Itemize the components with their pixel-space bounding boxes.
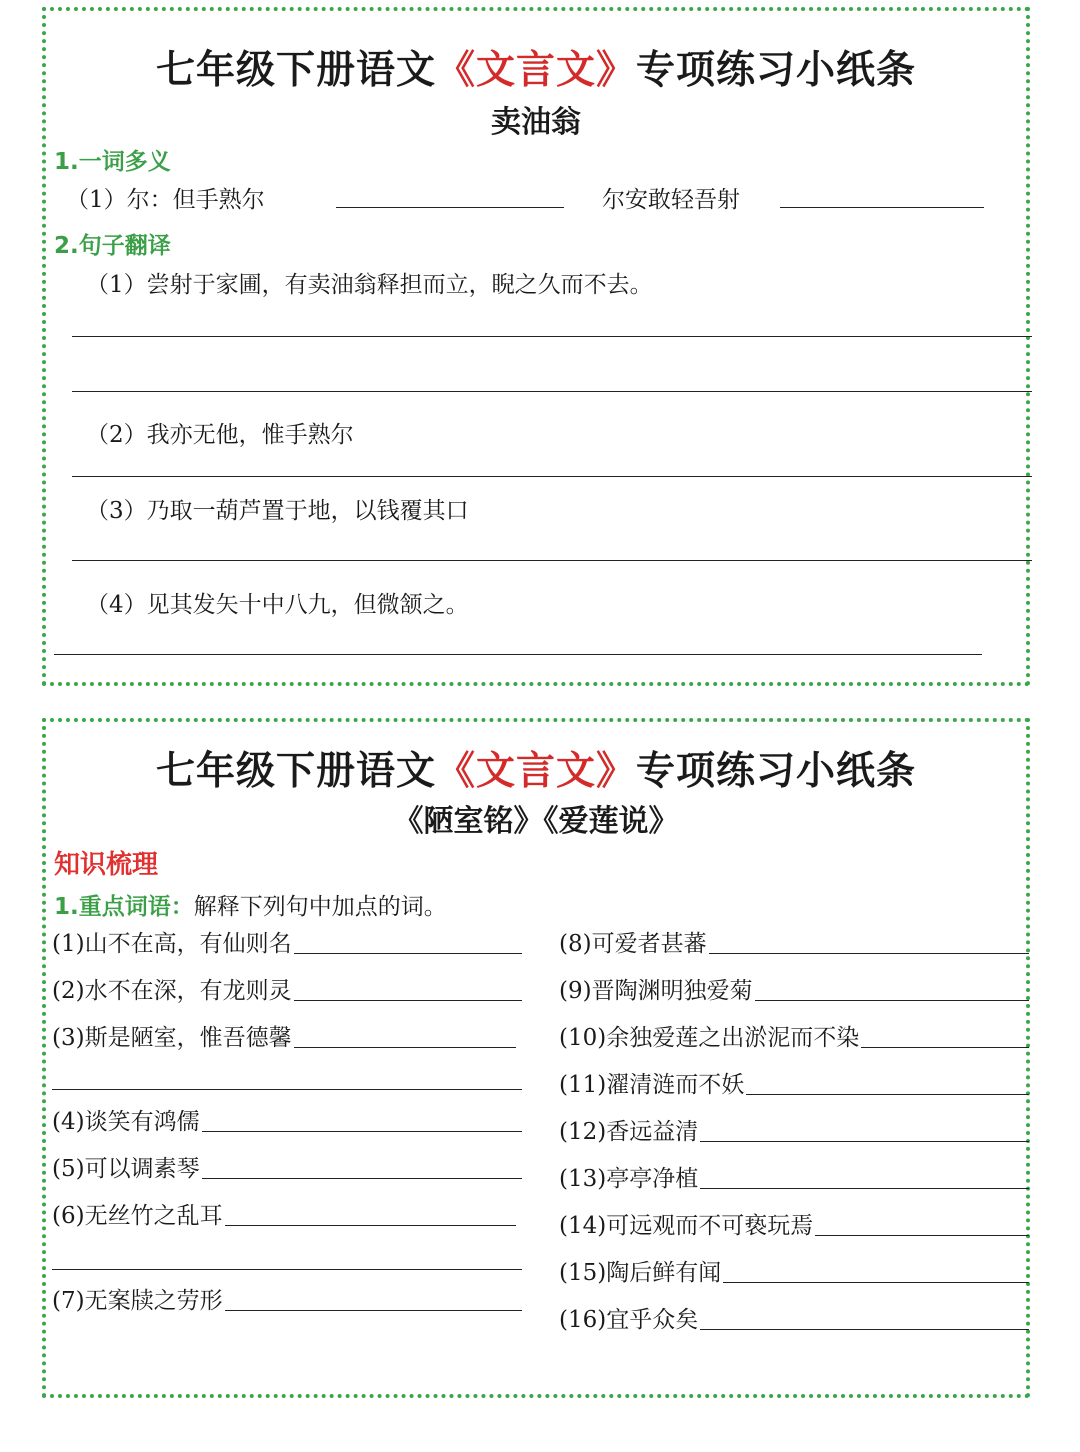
answer-blank[interactable]	[700, 1141, 1029, 1142]
vocab-sentence: (15)陶后鲜有闻	[559, 1260, 722, 1286]
instruction-text: 解释下列句中加点的词。	[193, 894, 447, 920]
answer-blank[interactable]	[861, 1047, 1029, 1048]
card-title	[46, 39, 1026, 95]
translation-sentence-3: （3）乃取一葫芦置于地，以钱覆其口	[86, 498, 469, 524]
translation-sentence-2: （2）我亦无他，惟手熟尔	[86, 422, 354, 448]
translation-sentence-1: （1）尝射于家圃，有卖油翁释担而立，睨之久而不去。	[86, 272, 653, 298]
answer-blank[interactable]	[755, 1000, 1029, 1001]
vocab-sentence: (7)无案牍之劳形	[52, 1288, 223, 1314]
polysemy-item-1a: （1）尔：但手熟尔	[66, 187, 265, 213]
vocab-item-2	[52, 972, 522, 1005]
vocab-item-6	[52, 1197, 516, 1230]
card-title	[46, 740, 1026, 796]
title-highlight: 《文言文》	[435, 748, 636, 794]
answer-blank[interactable]	[202, 1131, 522, 1132]
vocab-sentence: (9)晋陶渊明独爱菊	[559, 978, 753, 1004]
vocab-item-7	[52, 1282, 522, 1315]
polysemy-item-1b: 尔安敢轻吾射	[602, 187, 740, 213]
vocab-item-13	[559, 1160, 1029, 1193]
lesson-title: 卖油翁	[491, 105, 581, 140]
answer-blank[interactable]	[723, 1282, 1029, 1283]
title-suffix: 专项练习小纸条	[636, 749, 917, 794]
answer-blank[interactable]	[780, 207, 984, 208]
vocab-sentence: (11)濯清涟而不妖	[559, 1072, 745, 1098]
key-words-label: 1.重点词语：	[54, 894, 194, 920]
answer-blank[interactable]	[294, 1047, 516, 1048]
answer-blank[interactable]	[336, 207, 564, 208]
vocab-item-5	[52, 1150, 522, 1183]
vocab-sentence: (2)水不在深，有龙则灵	[52, 978, 292, 1004]
answer-line[interactable]	[54, 654, 982, 655]
worksheet-card-maiyouweng	[42, 7, 1030, 686]
answer-line[interactable]	[72, 391, 1032, 392]
answer-blank[interactable]	[709, 953, 1029, 954]
section-heading-translation: 2.句子翻译	[54, 233, 171, 259]
vocab-sentence: (6)无丝竹之乱耳	[52, 1203, 223, 1229]
vocab-item-9	[559, 972, 1029, 1005]
vocab-item-14	[559, 1207, 1029, 1240]
section-heading-polysemy: 1.一词多义	[54, 149, 171, 175]
knowledge-heading: 知识梳理	[54, 850, 159, 880]
vocab-item-3	[52, 1019, 516, 1052]
vocab-item-16	[559, 1301, 1029, 1334]
title-highlight: 《文言文》	[435, 47, 636, 93]
translation-sentence-4: （4）见其发矢十中八九，但微颔之。	[86, 592, 469, 618]
answer-blank[interactable]	[746, 1094, 1029, 1095]
vocab-item-10	[559, 1019, 1029, 1052]
answer-line[interactable]	[72, 560, 1032, 561]
vocab-item-4	[52, 1103, 522, 1136]
vocab-item-11	[559, 1066, 1029, 1099]
answer-blank[interactable]	[815, 1235, 1029, 1236]
vocab-sentence: (5)可以调素琴	[52, 1156, 200, 1182]
answer-blank[interactable]	[202, 1178, 522, 1179]
vocab-sentence: (1)山不在高，有仙则名	[52, 931, 292, 957]
answer-line[interactable]	[52, 1269, 522, 1270]
vocab-sentence: (16)宜乎众矣	[559, 1307, 699, 1333]
vocab-sentence: (4)谈笑有鸿儒	[52, 1109, 200, 1135]
vocab-sentence: (14)可远观而不可亵玩焉	[559, 1213, 814, 1239]
lesson-title: 《陋室铭》《爱莲说》	[393, 804, 679, 839]
vocab-item-15	[559, 1254, 1029, 1287]
title-suffix: 专项练习小纸条	[636, 48, 917, 93]
answer-blank[interactable]	[700, 1329, 1029, 1330]
vocab-sentence: (8)可爱者甚蕃	[559, 931, 707, 957]
answer-blank[interactable]	[294, 953, 522, 954]
vocab-sentence: (10)余独爱莲之出淤泥而不染	[559, 1025, 860, 1051]
worksheet-card-loushiming-ailianshuo	[42, 718, 1030, 1398]
answer-line[interactable]	[72, 476, 1032, 477]
section-heading-key-words	[54, 888, 447, 921]
vocab-sentence: (3)斯是陋室，惟吾德馨	[52, 1025, 292, 1051]
vocab-sentence: (12)香远益清	[559, 1119, 699, 1145]
title-prefix: 七年级下册语文	[155, 48, 436, 93]
vocab-sentence: (13)亭亭净植	[559, 1166, 699, 1192]
answer-blank[interactable]	[294, 1000, 522, 1001]
answer-blank[interactable]	[225, 1310, 522, 1311]
answer-line[interactable]	[52, 1089, 522, 1090]
answer-line[interactable]	[72, 336, 1032, 337]
vocab-item-12	[559, 1113, 1029, 1146]
answer-blank[interactable]	[700, 1188, 1029, 1189]
title-prefix: 七年级下册语文	[155, 749, 436, 794]
vocab-item-8	[559, 925, 1029, 958]
vocab-item-1	[52, 925, 522, 958]
answer-blank[interactable]	[225, 1225, 516, 1226]
